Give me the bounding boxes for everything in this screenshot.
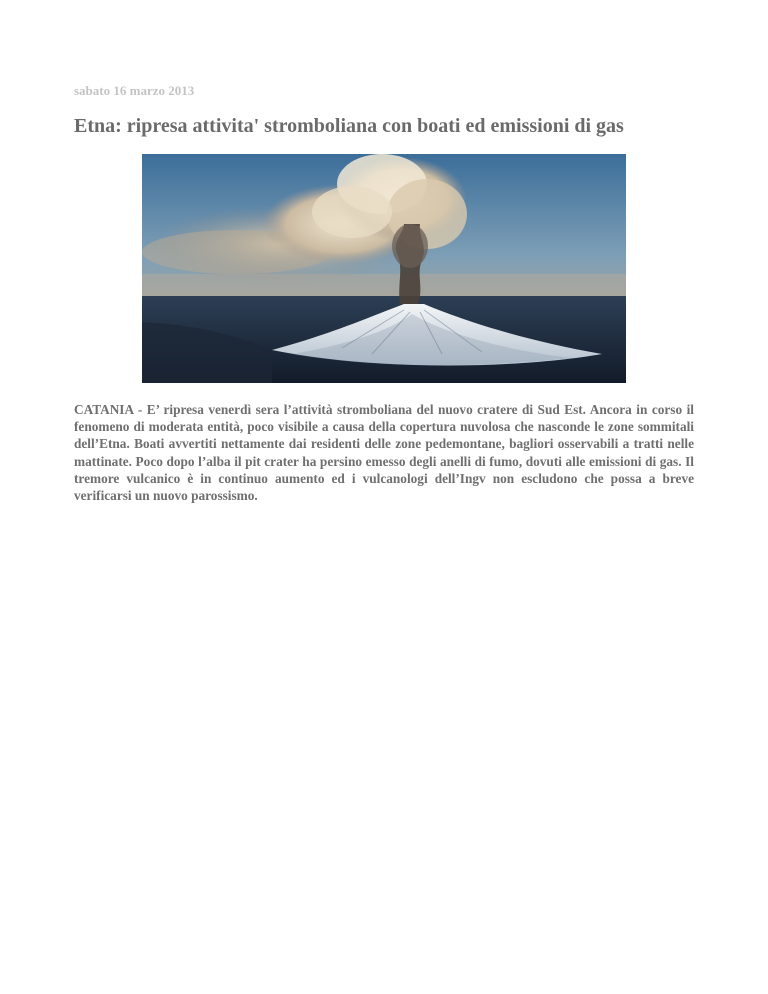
etna-eruption-photo (142, 154, 626, 383)
post-body: CATANIA - E’ ripresa venerdì sera l’attività stromboliana del nuovo cratere di Sud Est. Ancora in corso il fenomeno di moderata entità, poco visibile a causa della copertura nuvolosa che nasconde le zone sommitali dell’Etna. Boati avvertiti nettamente dai residenti delle zone pedemontane, bagliori osservabili a tratti nelle mattinate. Poco dopo l’alba il pit crater ha persino emesso degli anelli di fumo, dovuti alle emissioni di gas. Il tremore vulcanico è in continuo aumento ed i vulcanologi dell’Ingv non escludono che possa a breve verificarsi un nuovo parossismo. (74, 402, 694, 504)
post-title: Etna: ripresa attivita' stromboliana con boati ed emissioni di gas (74, 115, 624, 137)
volcano-illustration (142, 154, 626, 383)
post-date: sabato 16 marzo 2013 (74, 83, 195, 98)
